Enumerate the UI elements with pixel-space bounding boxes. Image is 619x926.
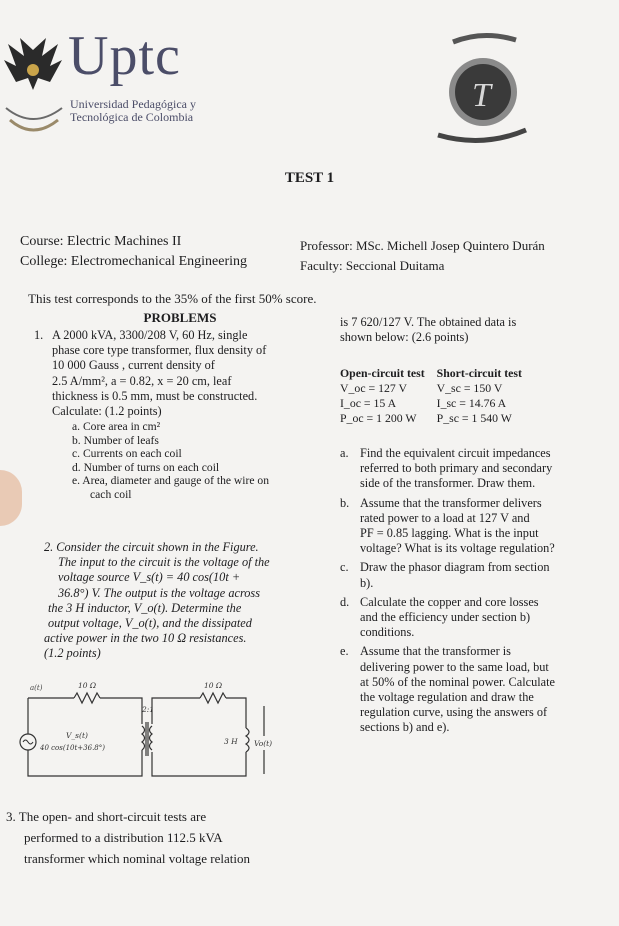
- problem-3-text: 3. The open- and short-circuit tests are performed to a distribution 112.5 kVA transformer which nominal voltage relation: [6, 809, 250, 866]
- list-item: d. Calculate the copper and core losses and the efficiency under section b) conditions.: [340, 594, 539, 640]
- table-row: V_oc = 127 V V_sc = 150 V: [340, 381, 503, 395]
- corner-label: a(t): [30, 684, 43, 692]
- open-circuit-header: Open-circuit test: [340, 366, 425, 380]
- source-label: V_s(t): [66, 731, 88, 740]
- resistor-1-label: 10 Ω: [78, 681, 97, 690]
- circuit-diagram: [14, 676, 284, 786]
- turns-ratio-label: 2:1: [142, 705, 155, 714]
- college-name: College: Electromechanical Engineering: [20, 254, 248, 269]
- list-item: a. Core area in cm²: [72, 420, 161, 434]
- problem-3-items: [340, 446, 576, 736]
- finger-edge: [0, 470, 22, 526]
- test-data-table: [340, 366, 534, 426]
- table-row: I_oc = 15 A I_sc = 14.76 A: [340, 396, 507, 410]
- intro-text: This test corresponds to the 35% of the first 50% score.: [28, 291, 317, 306]
- problem-1-number: 1.: [34, 328, 44, 342]
- course-info-left: [20, 232, 247, 272]
- problem-2-text: 2. Consider the circuit shown in the Figure. The input to the circuit is the voltage of the voltage source V_s(t) = 40 cos(10t + 36.8°) V. The output is the voltage across the 3 H inductor, V_o(t). Determine the output voltage, V_o(t), and the dissipated active power in the two 10 Ω resistances. (1.2 points): [44, 540, 270, 661]
- table-row: P_oc = 1 200 W P_sc = 1 540 W: [340, 411, 512, 425]
- list-item: cach coil: [90, 487, 132, 501]
- list-item: e. Assume that the transformer is delivering power to the same load, but at 50% of the nominal power. Calculate the voltage regulation and draw the regulation curve, using the answers of sections b) and e).: [340, 644, 555, 735]
- problems-heading: PROBLEMS: [143, 310, 217, 325]
- list-item: c. Currents on each coil: [72, 447, 182, 461]
- course-name: Course: Electric Machines II: [20, 234, 182, 249]
- problem-3-continuation: is 7 620/127 V. The obtained data is shown below: (2.6 points): [340, 315, 517, 345]
- resistor-2-label: 10 Ω: [204, 681, 223, 690]
- faculty-name: Faculty: Seccional Duitama: [300, 258, 445, 273]
- university-name: Universidad Pedagógica y Tecnológica de Colombia: [70, 97, 196, 124]
- table-row: [340, 366, 534, 381]
- test-title: TEST 1: [284, 170, 335, 186]
- electromechanical-logo: [428, 30, 533, 150]
- inductor-label: 3 H: [224, 737, 238, 746]
- list-item: b. Assume that the transformer delivers rated power to a load at 127 V and PF = 0.85 lagging. What is the input voltage? What is its voltage regulation?: [340, 495, 555, 556]
- professor-name: Professor: MSc. Michell Josep Quintero Durán: [300, 238, 545, 253]
- list-item: a. Find the equivalent circuit impedances referred to both primary and secondary side of the transformer. Draw them.: [340, 446, 553, 491]
- list-item: c. Draw the phasor diagram from section b).: [340, 560, 550, 590]
- problem-1: [36, 328, 296, 501]
- list-item: d. Number of turns on each coil: [72, 460, 220, 474]
- brand-wordmark: Uptc: [68, 25, 181, 87]
- university-eagle-logo: [2, 30, 64, 142]
- problem-1-text: A 2000 kVA, 3300/208 V, 60 Hz, single phase core type transformer, flux density of 10 000 Gauss , current density of 2.5 A/mm², a = 0.82, x = 20 cm, leaf thickness is 0.5 mm, must be constructed. Calculate: (1.2 points): [52, 328, 267, 419]
- short-circuit-header: Short-circuit test: [436, 366, 522, 380]
- svg-text:T: T: [472, 77, 491, 114]
- list-item: b. Number of leafs: [72, 433, 159, 447]
- course-info-right: [300, 236, 545, 276]
- source-value: 40 cos(10t+36.8°): [40, 744, 105, 752]
- problem-1-items: [36, 420, 296, 501]
- list-item: e. Area, diameter and gauge of the wire on: [72, 474, 270, 488]
- output-label: Vo(t): [254, 739, 273, 748]
